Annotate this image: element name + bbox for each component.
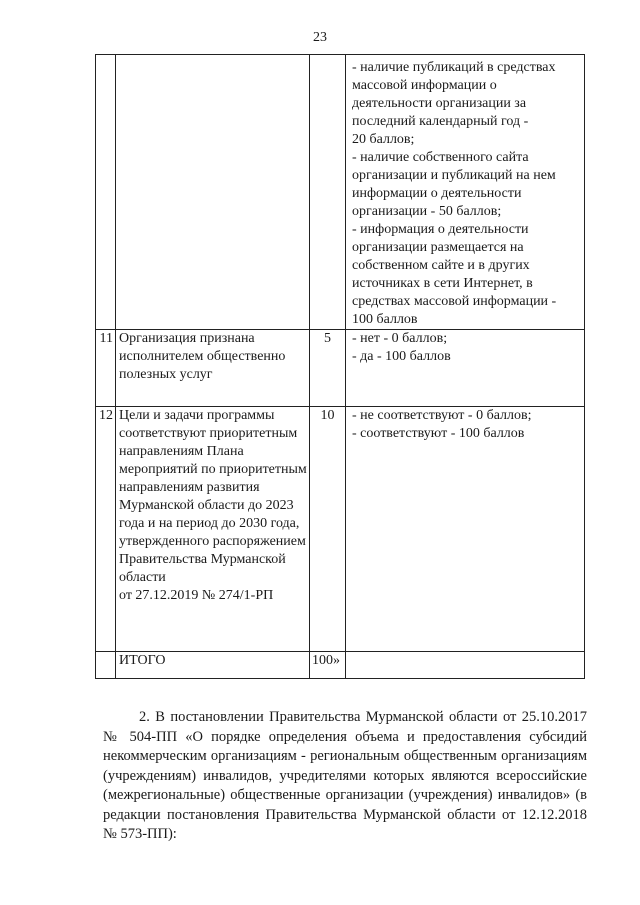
score-item: - не соответствуют - 0 баллов;	[352, 408, 532, 423]
cell-scores	[346, 407, 585, 652]
table-row-total	[96, 652, 585, 679]
paragraph-text: 2. В постановлении Правительства Мурманской области от 25.10.2017 № 504-ПП «О порядке определения объема и предоставления субсидий некоммерческим организациям - региональным общественным организациям (учреждениям) инвалидов, учредителями которых являются всероссийские (межрегиональные) общественные организации (учреждения) инвалидов» (в редакции постановления Правительства Мурманской области от 12.12.2018 № 573-ПП):	[103, 709, 587, 842]
score-item: - наличие собственного сайта организации и публикаций на нем информации о деятельности организации - 50 баллов;	[352, 150, 556, 219]
score-item: - наличие публикаций в средствах массовой информации о деятельности организации за последний календарный год -	[352, 60, 556, 129]
score-item: - соответствуют - 100 баллов	[352, 426, 525, 441]
cell-num	[96, 55, 116, 330]
cell-scores	[346, 55, 585, 330]
score-item: - информация о деятельности организации размещается на собственном сайте и в других источниках в сети Интернет, в средствах массовой информации -	[352, 222, 557, 309]
cell-num	[96, 652, 116, 679]
score-item: - нет - 0 баллов;	[352, 331, 448, 346]
criterion-weight: 5	[310, 330, 346, 407]
cell-scores	[346, 652, 585, 679]
criteria-table	[95, 54, 585, 679]
table-row-continuation	[96, 55, 585, 330]
row-number: 12	[96, 407, 116, 652]
cell-name	[116, 55, 310, 330]
cell-weight	[310, 55, 346, 330]
criterion-weight: 10	[310, 407, 346, 652]
total-label: ИТОГО	[116, 652, 310, 679]
page-number: 23	[313, 30, 327, 45]
amendment-paragraph	[103, 708, 587, 845]
table-row	[96, 407, 585, 652]
score-item: 20 баллов;	[352, 132, 415, 147]
criterion-name: Организация признана исполнителем общественно полезных услуг	[116, 330, 310, 407]
table-row	[96, 330, 585, 407]
score-item: - да - 100 баллов	[352, 349, 451, 364]
total-value: 100»	[310, 652, 346, 679]
criterion-name-cell	[116, 407, 310, 652]
cell-scores	[346, 330, 585, 407]
criterion-name: Цели и задачи программы соответствуют приоритетным направлениям Плана мероприятий по приоритетным направлениям развития Мурманской области до 2023 года и на период до 2030 года, утвержденного распоряжением Правительства Мурманской области	[119, 408, 307, 585]
score-item: 100 баллов	[352, 312, 418, 327]
row-number: 11	[96, 330, 116, 407]
criterion-name-tail: от 27.12.2019 № 274/1-РП	[119, 588, 274, 603]
